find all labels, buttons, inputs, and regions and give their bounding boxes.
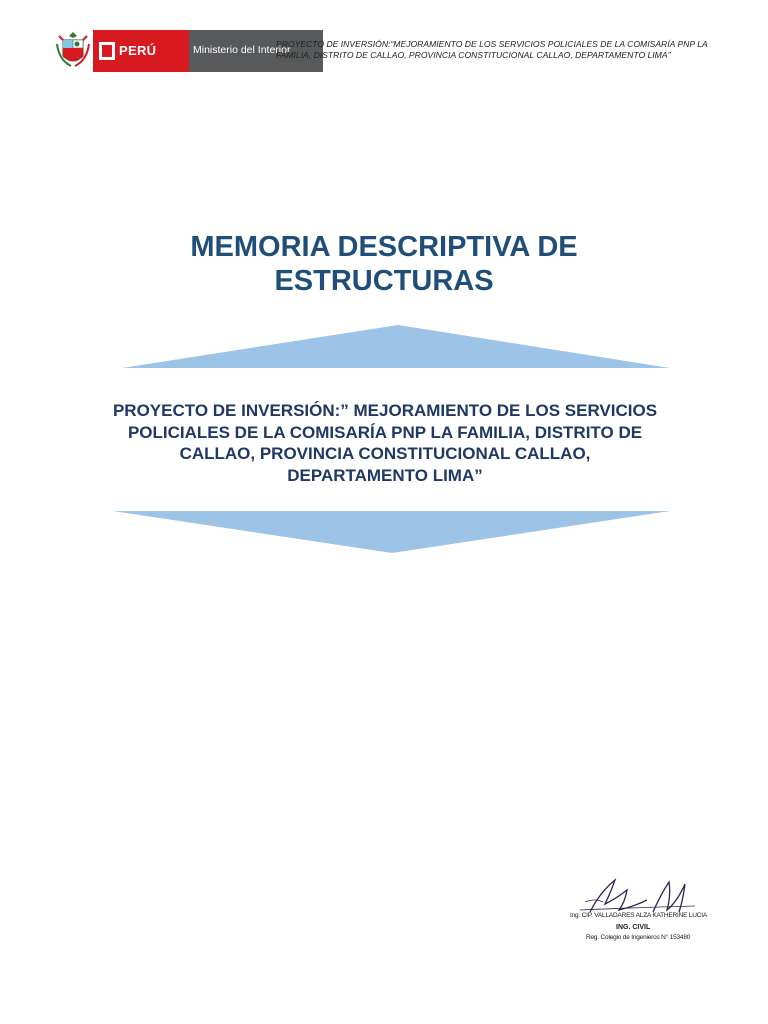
signature-registration: Reg. Colegio de Ingenieros N° 153480	[586, 934, 691, 941]
project-subtitle: PROYECTO DE INVERSIÓN:” MEJORAMIENTO DE LOS SERVICIOS POLICIALES DE LA COMISARÍA PNP LA FAMILIA, DISTRITO DE CALLAO, PROVINCIA CONSTITUCIONAL CALLAO, DEPARTAMENTO LIMA”	[112, 401, 658, 485]
signature-profession: ING. CIVIL	[616, 924, 651, 931]
document-title-line-2: ESTRUCTURAS	[274, 265, 494, 297]
header-project-text: PROYECTO DE INVERSIÓN:“MEJORAMIENTO DE LOS SERVICIOS POLICIALES DE LA COMISARÍA PNP LA FAMILIA, DISTRITO DE CALLAO, PROVINCIA CONSTITUCIONAL CALLAO, DEPARTAMENTO LIMA”	[276, 39, 708, 60]
signature-name: Ing. CIP. VALLADARES ALZA KATHERINE LUCIA	[570, 912, 708, 919]
logo-country-text: PERÚ	[119, 43, 157, 58]
logo-ministry-text: Ministerio del Interior	[193, 44, 291, 56]
document-title-line-1: MEMORIA DESCRIPTIVA DE	[190, 231, 578, 263]
upward-arrow-shape	[122, 325, 670, 368]
downward-arrow-shape	[113, 511, 670, 553]
